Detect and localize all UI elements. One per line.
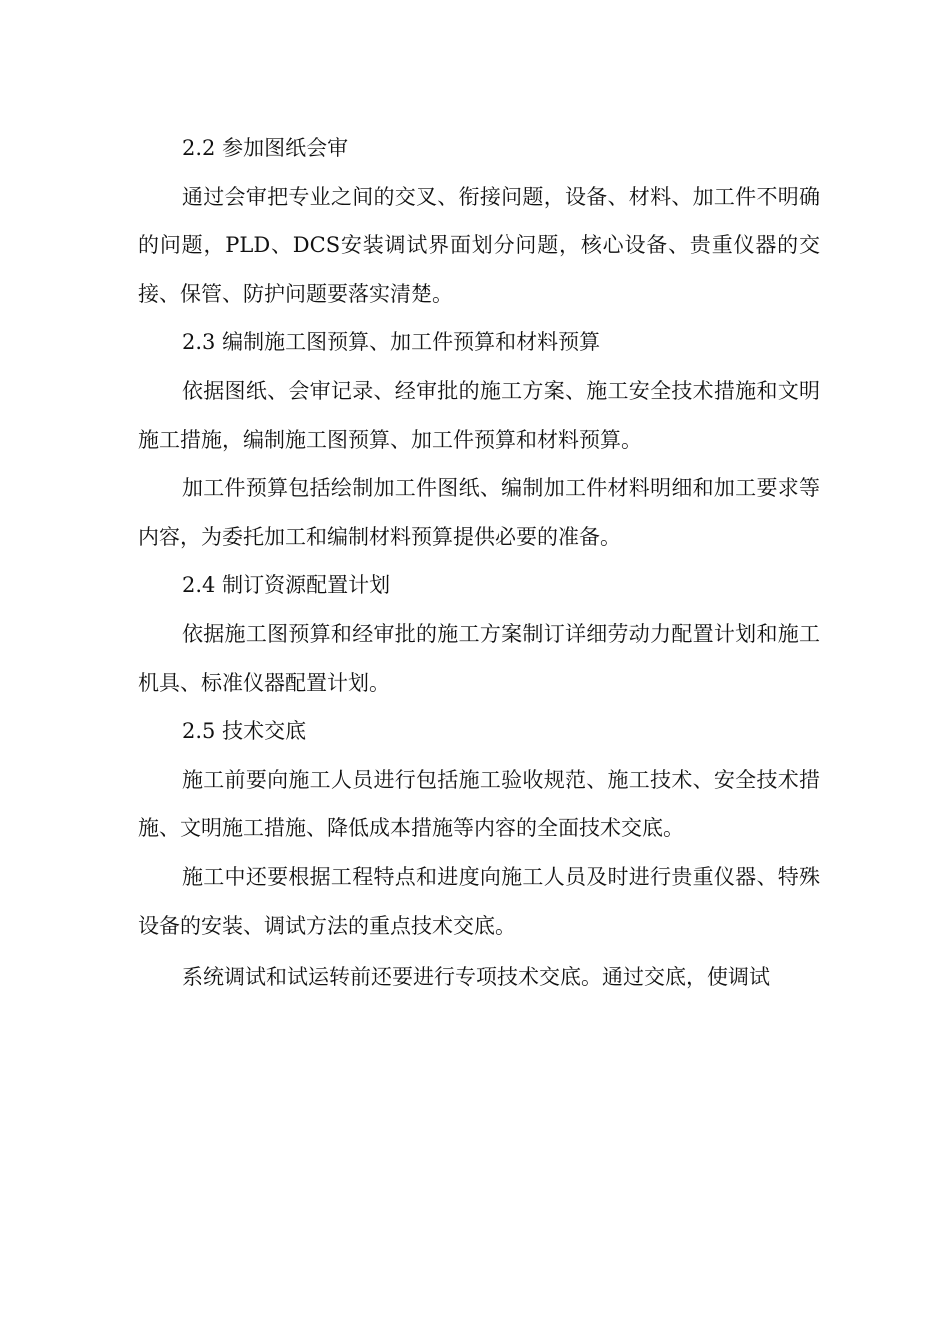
paragraph-in-construction-briefing: 施工中还要根据工程特点和进度向施工人员及时进行贵重仪器、特殊设备的安装、调试方法的重点技术交底。 [138, 864, 820, 938]
section-heading-2-5: 2.5 技术交底 [182, 719, 307, 744]
paragraph-workpiece-budget: 加工件预算包括绘制加工件图纸、编制加工件材料明细和加工要求等内容，为委托加工和编制材料预算提供必要的准备。 [138, 476, 820, 549]
paragraph-commissioning-briefing: 系统调试和试运转前还要进行专项技术交底。通过交底，使调试 [182, 965, 770, 990]
section-heading-2-2: 2.2 参加图纸会审 [182, 136, 349, 160]
section-heading-2-4: 2.4 制订资源配置计划 [182, 573, 391, 598]
section-heading-2-3: 2.3 编制施工图预算、加工件预算和材料预算 [182, 330, 601, 355]
paragraph-pre-construction-briefing: 施工前要向施工人员进行包括施工验收规范、施工技术、安全技术措施、文明施工措施、降低成本措施等内容的全面技术交底。 [138, 767, 820, 841]
document-body [138, 124, 820, 1002]
paragraph-budget-basis: 依据图纸、会审记录、经审批的施工方案、施工安全技术措施和文明施工措施，编制施工图预算、加工件预算和材料预算。 [138, 378, 820, 452]
paragraph-drawing-review: 通过会审把专业之间的交叉、衔接问题，设备、材料、加工件不明确的问题，PLD、DCS安装调试界面划分问题，核心设备、贵重仪器的交接、保管、防护问题要落实清楚。 [138, 184, 820, 306]
paragraph-resource-plan: 依据施工图预算和经审批的施工方案制订详细劳动力配置计划和施工机具、标准仪器配置计划。 [138, 621, 820, 695]
